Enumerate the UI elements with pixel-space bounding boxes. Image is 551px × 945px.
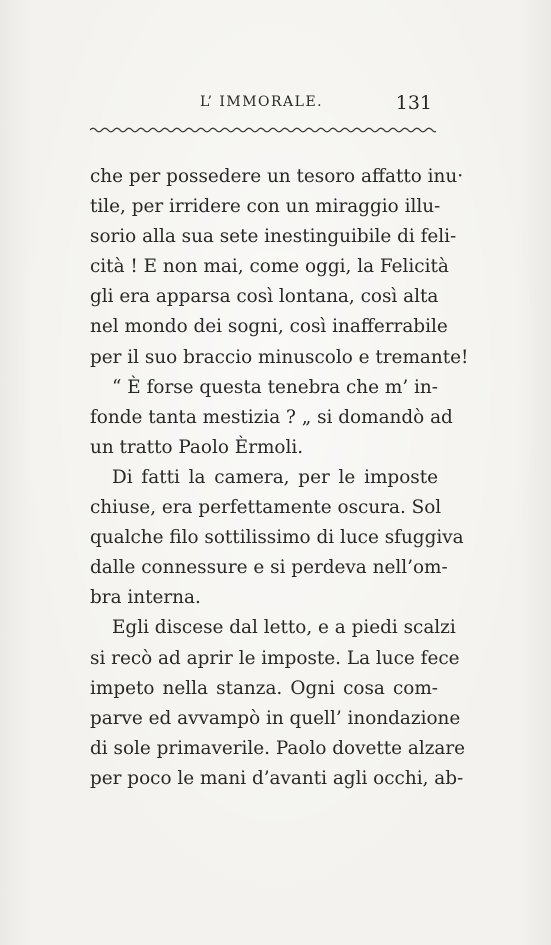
text-line: che per possedere un tesoro affatto inu· [90, 166, 464, 187]
text-line: nel mondo dei sogni, così inafferrabile [90, 316, 448, 338]
text-line: impeto nella stanza. Ogni cosa com- [90, 677, 438, 699]
body-text [90, 162, 469, 794]
page-number: 131 [395, 92, 432, 114]
ornamental-rule [90, 126, 436, 134]
text-line: parve ed avvampò in quell’ inondazione [90, 707, 461, 729]
running-head-title: L’ IMMORALE. [200, 94, 324, 110]
text-line: per il suo braccio minuscolo e tremante! [90, 346, 469, 368]
text-line: dalle connessure e si perdeva nell’om- [90, 557, 448, 579]
text-line: qualche filo sottilissimo di luce sfuggiva [90, 527, 464, 549]
text-line: sorio alla sua sete inestinguibile di feli- [90, 226, 457, 248]
text-line: gli era apparsa così lontana, così alta [90, 286, 439, 308]
text-line: fonde tanta mestizia ? „ si domandò ad [90, 406, 453, 428]
text-line: Egli discese dal letto, e a piedi scalzi [112, 617, 456, 639]
text-line: di sole primaverile. Paolo dovette alzare [90, 737, 466, 759]
text-line: “ È forse questa tenebra che m’ in- [112, 376, 438, 398]
text-line: chiuse, era perfettamente oscura. Sol [90, 497, 442, 519]
text-line: Di fatti la camera, per le imposte [112, 466, 438, 488]
text-line: bra interna. [90, 587, 201, 609]
text-line: tile, per irridere con un miraggio illu- [90, 196, 441, 218]
running-head [90, 94, 436, 118]
text-line: cità ! E non mai, come oggi, la Felicità [90, 256, 449, 278]
text-line: un tratto Paolo Èrmoli. [90, 436, 304, 458]
text-line: si recò ad aprir le imposte. La luce fece [90, 647, 460, 669]
text-line: per poco le mani d’avanti agli occhi, ab- [90, 767, 464, 789]
